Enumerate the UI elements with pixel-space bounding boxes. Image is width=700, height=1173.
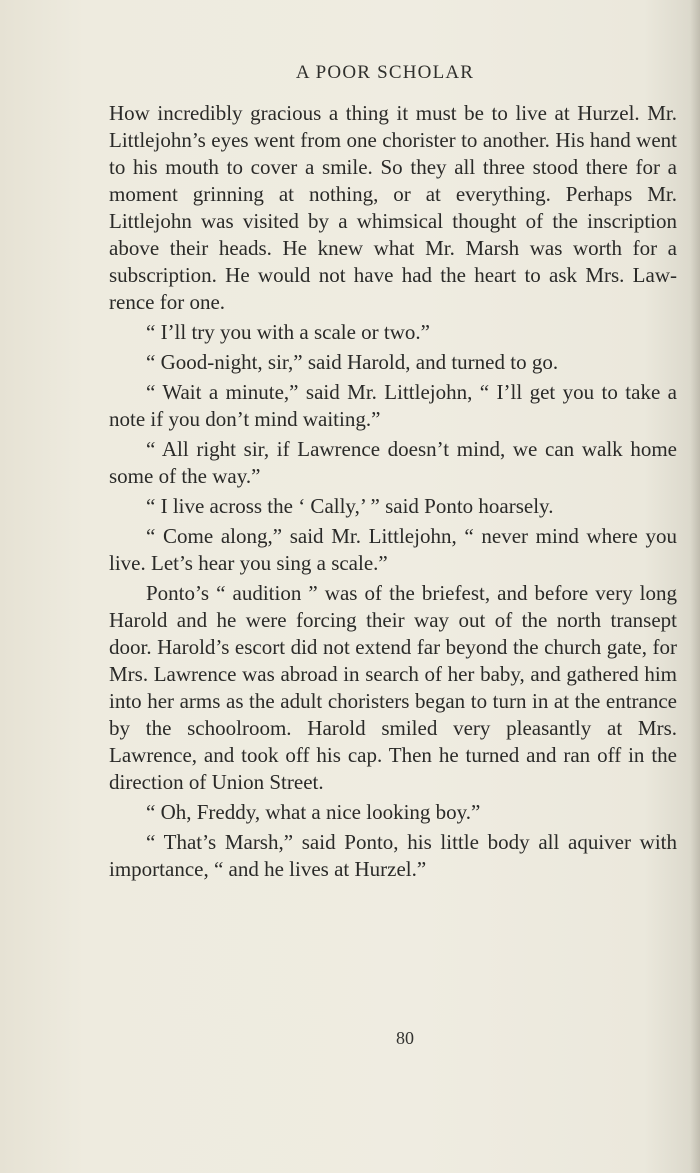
running-head: A POOR SCHOLAR <box>295 62 475 83</box>
paragraph: “ I live across the ‘ Cally,’ ” said Ponto hoarsely. <box>146 494 554 518</box>
body-text <box>109 100 677 886</box>
page-number: 80 <box>396 1028 414 1048</box>
paragraph: “ I’ll try you with a scale or two.” <box>146 320 430 344</box>
paragraph: How incredibly gracious a thing it must be to live at Hurzel. Mr. Littlejohn’s eyes went from one chorister to another. His hand went to his mouth to cover a smile. So they all three stood there for a moment grinning at nothing, or at everything. Perhaps Mr. Littlejohn was visited by a whimsical thought of the inscription above their heads. He knew what Mr. Marsh was worth for a subscription. He would not have had the heart to ask Mrs. Lawrence for one. <box>109 101 677 314</box>
page-edge-shadow <box>690 0 700 1173</box>
paragraph: “ Oh, Freddy, what a nice looking boy.” <box>146 800 481 824</box>
paragraph: “ Come along,” said Mr. Littlejohn, “ never mind where you live. Let’s hear you sing a scale.” <box>109 524 677 575</box>
paragraph: “ Good-night, sir,” said Harold, and turned to go. <box>146 350 559 374</box>
paragraph: Ponto’s “ audition ” was of the briefest, and before very long Harold and he were forcing their way out of the north transept door. Harold’s escort did not extend far beyond the church gate, for Mrs. Lawrence was abroad in search of her baby, and gathered him into her arms as the adult choristers began to turn in at the entrance by the schoolroom. Harold smiled very pleasantly at Mrs. Lawrence, and took off his cap. Then he turned and ran off in the direction of Union Street. <box>109 581 677 794</box>
paragraph: “ Wait a minute,” said Mr. Littlejohn, “ I’ll get you to take a note if you don’t mind waiting.” <box>109 380 677 431</box>
paragraph: “ All right sir, if Lawrence doesn’t mind, we can walk home some of the way.” <box>109 437 677 488</box>
paragraph: “ That’s Marsh,” said Ponto, his little body all aquiver with importance, “ and he lives at Hurzel.” <box>109 830 677 881</box>
